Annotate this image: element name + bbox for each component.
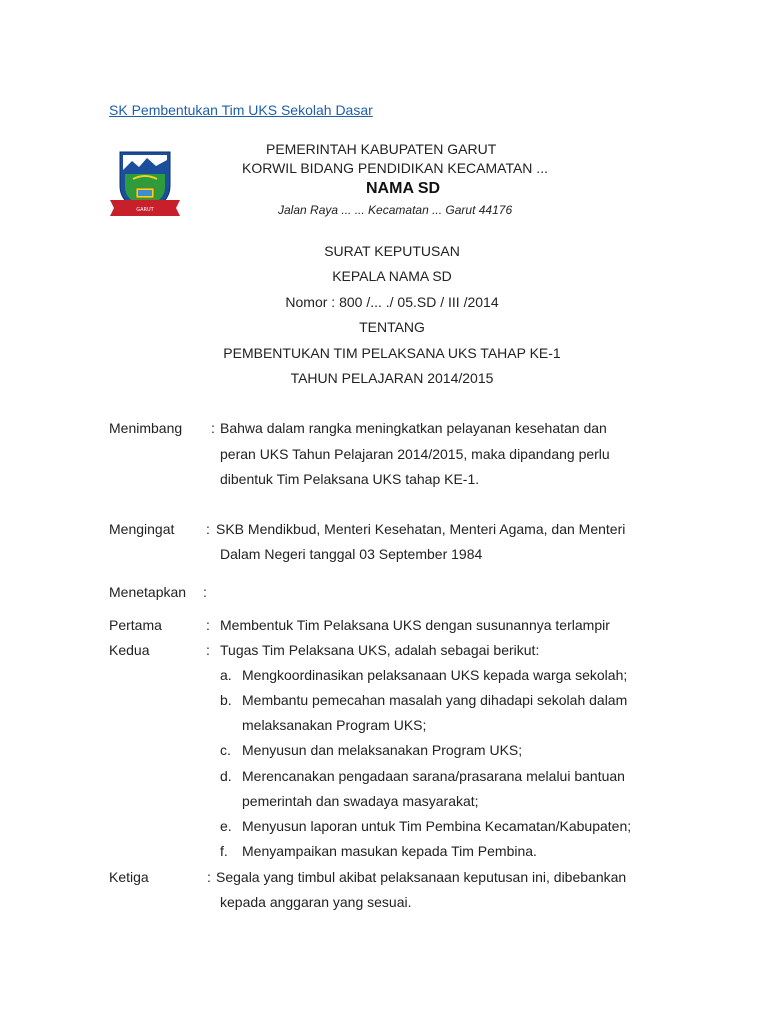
header-korwil: KORWIL BIDANG PENDIDIKAN KECAMATAN ... (242, 160, 548, 176)
svg-text:GARUT: GARUT (136, 207, 154, 213)
list-marker: d. (220, 768, 232, 784)
mengingat-line: SKB Mendikbud, Menteri Kesehatan, Menteri Agama, dan Menteri (216, 521, 626, 537)
pertama-label: Pertama (109, 617, 162, 633)
list-item: Merencanakan pengadaan sarana/prasarana melalui bantuan (242, 768, 625, 784)
title-subject: PEMBENTUKAN TIM PELAKSANA UKS TAHAP KE-1 (223, 345, 561, 361)
list-marker: c. (220, 742, 231, 758)
list-marker: b. (220, 692, 232, 708)
header-government: PEMERINTAH KABUPATEN GARUT (266, 141, 497, 157)
menimbang-line: Bahwa dalam rangka meningkatkan pelayanan kesehatan dan (220, 420, 607, 436)
menimbang-colon: : (211, 420, 215, 436)
menetapkan-label: Menetapkan (109, 584, 187, 600)
title-surat-keputusan: SURAT KEPUTUSAN (324, 243, 460, 259)
title-year: TAHUN PELAJARAN 2014/2015 (290, 370, 494, 386)
header-address: Jalan Raya ... ... Kecamatan ... Garut 44176 (278, 203, 513, 217)
pertama-text: Membentuk Tim Pelaksana UKS dengan susunannya terlampir (220, 617, 610, 633)
pertama-colon: : (206, 617, 210, 633)
list-item: Menyusun dan melaksanakan Program UKS; (242, 742, 523, 758)
list-marker: e. (220, 818, 232, 834)
kedua-text: Tugas Tim Pelaksana UKS, adalah sebagai berikut: (220, 642, 540, 658)
menimbang-line: peran UKS Tahun Pelajaran 2014/2015, maka dipandang perlu (220, 446, 610, 462)
menetapkan-colon: : (203, 584, 207, 600)
list-item: Membantu pemecahan masalah yang dihadapi sekolah dalam (242, 692, 628, 708)
list-item: Menyusun laporan untuk Tim Pembina Kecamatan/Kabupaten; (242, 818, 632, 834)
mengingat-label: Mengingat (109, 521, 175, 537)
title-nomor: Nomor : 800 /... ./ 05.SD / III /2014 (285, 294, 499, 310)
list-item: pemerintah dan swadaya masyarakat; (242, 793, 479, 809)
list-item: melaksanakan Program UKS; (242, 717, 427, 733)
list-item: Menyampaikan masukan kepada Tim Pembina. (242, 843, 537, 859)
document-title-link[interactable]: SK Pembentukan Tim UKS Sekolah Dasar (109, 102, 373, 118)
list-marker: f. (220, 843, 228, 859)
list-item: Mengkoordinasikan pelaksanaan UKS kepada warga sekolah; (242, 667, 628, 683)
title-kepala: KEPALA NAMA SD (332, 268, 452, 284)
list-marker: a. (220, 667, 232, 683)
menimbang-label: Menimbang (109, 420, 183, 436)
mengingat-line: Dalam Negeri tanggal 03 September 1984 (220, 546, 483, 562)
mengingat-colon: : (206, 521, 210, 537)
garut-crest-logo (106, 146, 184, 218)
kedua-colon: : (206, 642, 210, 658)
title-tentang: TENTANG (359, 319, 425, 335)
ketiga-label: Ketiga (109, 869, 149, 885)
ketiga-line: kepada anggaran yang sesuai. (220, 894, 412, 910)
ketiga-colon: : (207, 869, 211, 885)
ketiga-line: Segala yang timbul akibat pelaksanaan keputusan ini, dibebankan (216, 869, 627, 885)
kedua-label: Kedua (109, 642, 150, 658)
header-school-name: NAMA SD (366, 180, 441, 197)
menimbang-line: dibentuk Tim Pelaksana UKS tahap KE-1. (220, 471, 480, 487)
